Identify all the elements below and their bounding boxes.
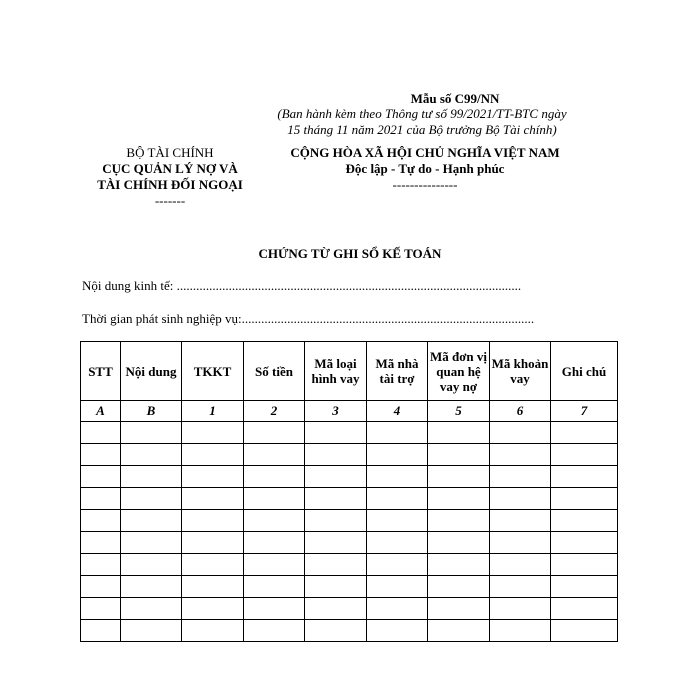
table-cell [305, 444, 367, 466]
table-cell [428, 444, 490, 466]
table-cell [367, 510, 428, 532]
column-header: Mã khoản vay [490, 342, 551, 401]
table-cell [551, 554, 618, 576]
table-cell [428, 620, 490, 642]
table-cell [305, 620, 367, 642]
table-cell [121, 532, 182, 554]
column-header: Ghi chú [551, 342, 618, 401]
column-header: Số tiền [244, 342, 305, 401]
table-cell [182, 576, 244, 598]
table-cell [244, 488, 305, 510]
table-cell [121, 444, 182, 466]
table-cell [367, 422, 428, 444]
table-cell [244, 576, 305, 598]
table-row [81, 554, 618, 576]
department-name-line-2: TÀI CHÍNH ĐỐI NGOẠI [97, 177, 243, 192]
column-index: 2 [244, 401, 305, 422]
table-cell [490, 466, 551, 488]
table-cell [490, 488, 551, 510]
table-cell [305, 466, 367, 488]
table-cell [367, 554, 428, 576]
table-cell [244, 554, 305, 576]
issuance-line-2: 15 tháng 11 năm 2021 của Bộ trưởng Bộ Tài chính) [287, 122, 557, 137]
column-index: 4 [367, 401, 428, 422]
table-cell [551, 510, 618, 532]
column-index: A [81, 401, 121, 422]
table-cell [305, 576, 367, 598]
table-cell [81, 466, 121, 488]
agency-header [80, 145, 260, 209]
table-cell [81, 444, 121, 466]
table-cell [244, 532, 305, 554]
table-cell [121, 466, 182, 488]
table-cell [81, 620, 121, 642]
table-cell [551, 488, 618, 510]
table-cell [244, 466, 305, 488]
table-cell [551, 620, 618, 642]
left-divider: ------- [154, 193, 186, 208]
table-cell [182, 532, 244, 554]
table-cell [182, 554, 244, 576]
national-header [270, 145, 580, 193]
table-cell [121, 576, 182, 598]
table-cell [490, 532, 551, 554]
table-cell [367, 532, 428, 554]
table-cell [182, 510, 244, 532]
table-cell [305, 532, 367, 554]
column-index: 7 [551, 401, 618, 422]
form-code: Mẫu số C99/NN [410, 91, 500, 106]
column-header: Nội dung [121, 342, 182, 401]
table-cell [121, 554, 182, 576]
column-index: 6 [490, 401, 551, 422]
table-cell [428, 510, 490, 532]
table-cell [182, 488, 244, 510]
table-row [81, 620, 618, 642]
table-cell [81, 554, 121, 576]
table-cell [182, 444, 244, 466]
table-cell [305, 510, 367, 532]
table-row [81, 510, 618, 532]
column-index: 5 [428, 401, 490, 422]
table-cell [551, 576, 618, 598]
table-cell [428, 422, 490, 444]
table-row [81, 532, 618, 554]
column-header: STT [81, 342, 121, 401]
table-cell [551, 422, 618, 444]
table-cell [81, 598, 121, 620]
column-index: B [121, 401, 182, 422]
table-cell [182, 598, 244, 620]
table-row [81, 422, 618, 444]
national-motto: Độc lập - Tự do - Hạnh phúc [345, 161, 505, 176]
table-cell [305, 598, 367, 620]
table-cell [81, 510, 121, 532]
table-cell [244, 510, 305, 532]
table-cell [121, 510, 182, 532]
table-cell [182, 620, 244, 642]
table-cell [81, 488, 121, 510]
table-row [81, 576, 618, 598]
table-cell [428, 466, 490, 488]
table-row [81, 444, 618, 466]
table-cell [428, 598, 490, 620]
document-title: CHỨNG TỪ GHI SỔ KẾ TOÁN [258, 246, 442, 261]
table-header-row [81, 342, 618, 401]
table-cell [305, 554, 367, 576]
table-cell [81, 422, 121, 444]
table-cell [490, 444, 551, 466]
table-row [81, 598, 618, 620]
table-cell [490, 422, 551, 444]
issuance-line-1: (Ban hành kèm theo Thông tư số 99/2021/TT-BTC ngày [277, 106, 567, 121]
column-index: 3 [305, 401, 367, 422]
table-row [81, 466, 618, 488]
transaction-period-field: Thời gian phát sinh nghiệp vụ:.......................................................................................... [82, 311, 535, 326]
table-cell [121, 620, 182, 642]
table-cell [551, 466, 618, 488]
right-divider: --------------- [392, 177, 458, 192]
table-cell [428, 576, 490, 598]
table-cell [490, 554, 551, 576]
table-cell [81, 576, 121, 598]
table-cell [490, 576, 551, 598]
table-row [81, 488, 618, 510]
table-cell [490, 598, 551, 620]
table-cell [121, 422, 182, 444]
table-cell [81, 532, 121, 554]
issuance-note [262, 106, 582, 138]
table-cell [367, 444, 428, 466]
column-header: TKKT [182, 342, 244, 401]
country-name: CỘNG HÒA XÃ HỘI CHỦ NGHĨA VIỆT NAM [290, 145, 560, 160]
ledger-table [80, 341, 618, 642]
table-cell [182, 466, 244, 488]
table-cell [490, 510, 551, 532]
table-cell [244, 620, 305, 642]
economic-content-field: Nội dung kinh tế: .......................................................................................................... [82, 278, 522, 293]
column-header: Mã loại hình vay [305, 342, 367, 401]
table-cell [367, 598, 428, 620]
table-cell [367, 488, 428, 510]
column-header: Mã nhà tài trợ [367, 342, 428, 401]
table-cell [244, 422, 305, 444]
table-cell [428, 488, 490, 510]
blank-rows [81, 422, 618, 642]
column-header: Mã đơn vị quan hệ vay nợ [428, 342, 490, 401]
column-index-row [81, 401, 618, 422]
table-cell [428, 532, 490, 554]
table-cell [367, 576, 428, 598]
department-name-line-1: CỤC QUẢN LÝ NỢ VÀ [102, 161, 238, 176]
table-cell [551, 444, 618, 466]
table-cell [367, 466, 428, 488]
table-cell [367, 620, 428, 642]
table-cell [428, 554, 490, 576]
table-cell [182, 422, 244, 444]
table-cell [305, 422, 367, 444]
table-cell [551, 598, 618, 620]
ministry-name: BỘ TÀI CHÍNH [126, 145, 214, 160]
table-cell [121, 598, 182, 620]
table-cell [121, 488, 182, 510]
table-cell [244, 444, 305, 466]
table-cell [305, 488, 367, 510]
column-index: 1 [182, 401, 244, 422]
table-cell [244, 598, 305, 620]
table-cell [551, 532, 618, 554]
table-cell [490, 620, 551, 642]
